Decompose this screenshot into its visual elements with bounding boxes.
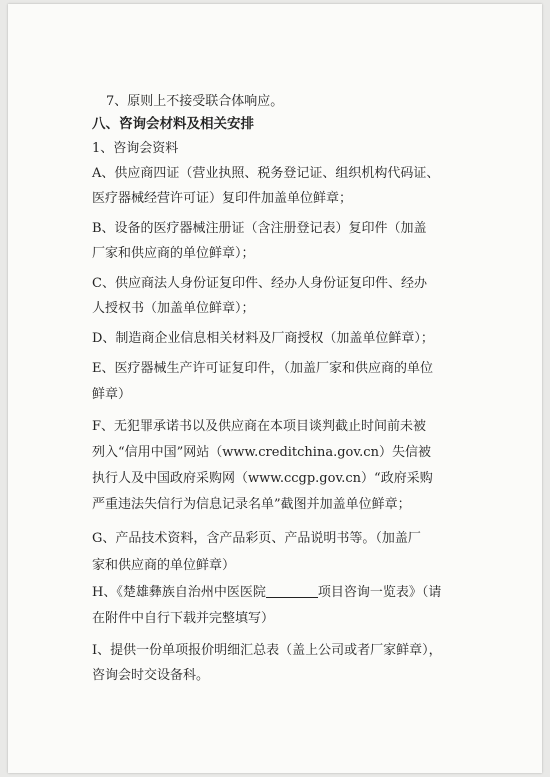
item-b-line-1: B、设备的医疗器械注册证（含注册登记表）复印件（加盖 [92,221,427,236]
section-8-heading: 八、咨询会材料及相关安排 [92,116,254,132]
item-i-line-2: 咨询会时交设备科。 [92,668,210,683]
item-e-line-2: 鲜章） [92,387,132,402]
item-h-line-2: 在附件中自行下载并完整填写） [92,611,275,626]
item-g-line-1: G、产品技术资料，含产品彩页、产品说明书等。（加盖厂 [92,531,421,546]
item-e-line-1: E、医疗器械生产许可证复印件，（加盖厂家和供应商的单位 [92,361,433,376]
item-h-line-1 [92,581,492,604]
document-page [8,4,542,773]
item-c-line-1: C、供应商法人身份证复印件、经办人身份证复印件、经办 [92,276,427,291]
item-f-line-2: 列入“信用中国”网站（www.creditchina.gov.cn）失信被 [92,445,431,460]
item-h-line-1-prefix: H、《楚雄彝族自治州中医医院 [92,585,266,600]
item-g-line-2: 家和供应商的单位鲜章） [92,558,236,573]
item-c-line-2: 人授权书（加盖单位鲜章）； [92,301,255,316]
fill-in-blank [266,583,318,598]
item-f-line-1: F、无犯罪承诺书以及供应商在本项目谈判截止时间前未被 [92,419,427,434]
item-d-line-1: D、制造商企业信息相关材料及厂商授权（加盖单位鲜章）； [92,331,434,346]
item-f-line-4: 严重违法失信行为信息记录名单”截图并加盖单位鲜章； [92,497,411,512]
item-i-line-1: I、提供一份单项报价明细汇总表（盖上公司或者厂家鲜章）， [92,643,442,658]
item-a-line-2: 医疗器械经营许可证）复印件加盖单位鲜章； [92,191,353,206]
item-b-line-2: 厂家和供应商的单位鲜章）； [92,246,255,261]
item-h-line-1-suffix: 项目咨询一览表》（请 [317,585,442,600]
item-a-line-1: A、供应商四证（营业执照、税务登记证、组织机构代码证、 [92,166,440,181]
item-f-line-3: 执行人及中国政府采购网（www.ccgp.gov.cn）“政府采购 [92,471,433,486]
subsection-1-title: 1、咨询会资料 [92,141,179,156]
item-7-text: 7、原则上不接受联合体响应。 [106,94,284,109]
